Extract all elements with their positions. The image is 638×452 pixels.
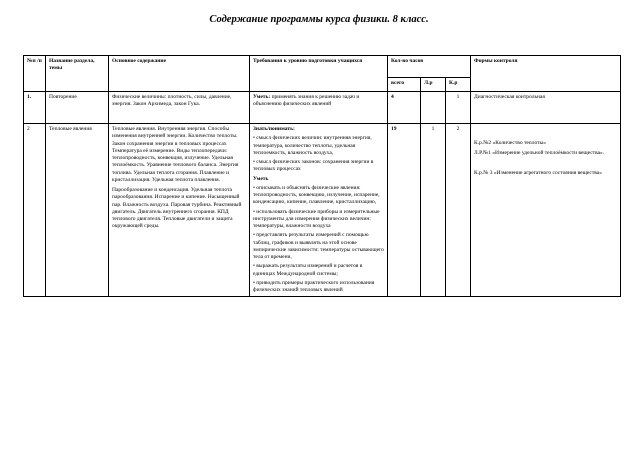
row-section: Тепловые явления <box>46 124 109 297</box>
req-label: Уметь: <box>253 94 271 100</box>
row-requirements <box>250 92 388 124</box>
row-total: 19 <box>388 124 421 297</box>
row-num: 2 <box>24 124 46 297</box>
header-control: Формы контроля <box>471 56 621 92</box>
row-section: Повторение <box>46 92 109 124</box>
req-item: • приводить примеры практического использования физических знаний тепловых явлений <box>253 279 375 293</box>
header-section: Название раздела, темы <box>46 56 109 92</box>
req-item: • смысл физических законов: сохранения энергии в тепловых процессах <box>253 159 374 173</box>
control-item: К.р.№ 3 «Изменение агрегатного состояния вещества» <box>474 169 602 176</box>
control-item: К.р.№2 «Количество теплоты» <box>474 140 546 146</box>
row-lab: 1 <box>421 124 446 297</box>
table-row <box>24 124 621 297</box>
row-control <box>471 124 621 297</box>
header-test: К.р <box>446 78 471 92</box>
row-requirements <box>250 124 388 297</box>
header-row <box>24 56 621 78</box>
row-total: 4 <box>388 92 421 124</box>
row-content <box>109 124 250 297</box>
header-num: №п /п <box>24 56 46 92</box>
row-content: Физические величины: плотность, силы, давление, энергия. Закон Архимеда, закон Гука. <box>109 92 250 124</box>
row-lab <box>421 92 446 124</box>
control-item: Л.Р.№1 «Измерение удельной теплоёмкости вещества». <box>474 150 605 157</box>
row-control: Диагностическая контрольная <box>471 92 621 124</box>
row-test: 2 <box>446 124 471 297</box>
req-item: • описывать и объяснять физические явления: теплопроводность, конвекцию, излучение, испарение, конденсацию, кипение, плавление, кристаллизацию, <box>253 184 380 206</box>
req-can-label: Уметь <box>253 175 269 182</box>
curriculum-table <box>23 55 621 297</box>
req-know-label: Знать/понимать: <box>253 126 295 132</box>
header-total: всего <box>388 78 421 92</box>
header-requirements: Требования к уровню подготовки учащихся <box>250 56 388 92</box>
header-content: Основное содержание <box>109 56 250 92</box>
header-hours: Кол-во часов <box>388 56 471 78</box>
req-item: • использовать физические приборы и измерительные инструменты для измерения физических величин: температуры, влажности воздуха <box>253 208 380 229</box>
content-paragraph: Тепловые явления. Внутренняя энергия. Способы изменения внутренней энергии. Количество теплоты. Закон сохранения энергии в тепловых процессах Температура её измерение. Виды теплопередачи: теплопроводность, конвекция, излучение. Удельная теплоёмкость. Уравнение теплового баланса. Энергия топлива. Удельная теплота сгорания. Плавление и кристаллизация. Удельная теплота плавления. <box>112 126 239 183</box>
row-num: 1. <box>24 92 46 124</box>
header-lab: Л.р <box>421 78 446 92</box>
row-test: 1 <box>446 92 471 124</box>
page-title: Содержание программы курса физики. 8 класс. <box>209 14 429 25</box>
req-item: • представлять результаты измерений с помощью таблиц, графиков и выявлять на этой основе эмпирические зависимости: температуры остывающего тела от времени, <box>253 232 384 260</box>
content-paragraph: Парообразование и конденсация. Удельная теплота парообразования. Испарение и кипение. Насыщенный пар. Влажность воздуха. Паровая турбина. Реактивный двигатель. Двигатель внутреннего сгорания. КПД теплового двигателя. Тепловые двигатели и защита окружающей среды. <box>112 187 242 230</box>
req-item: • смысл физических величин: внутренняя энергия, температура, количество теплоты, удельная теплоемкость, влажность воздуха, <box>253 135 372 156</box>
req-text: применять знания к решению задач и объяснению физических явлений <box>253 94 360 108</box>
table-row <box>24 92 621 124</box>
req-item: • выражать результаты измерений и расчетов в единицах Международной системы; <box>253 263 363 277</box>
